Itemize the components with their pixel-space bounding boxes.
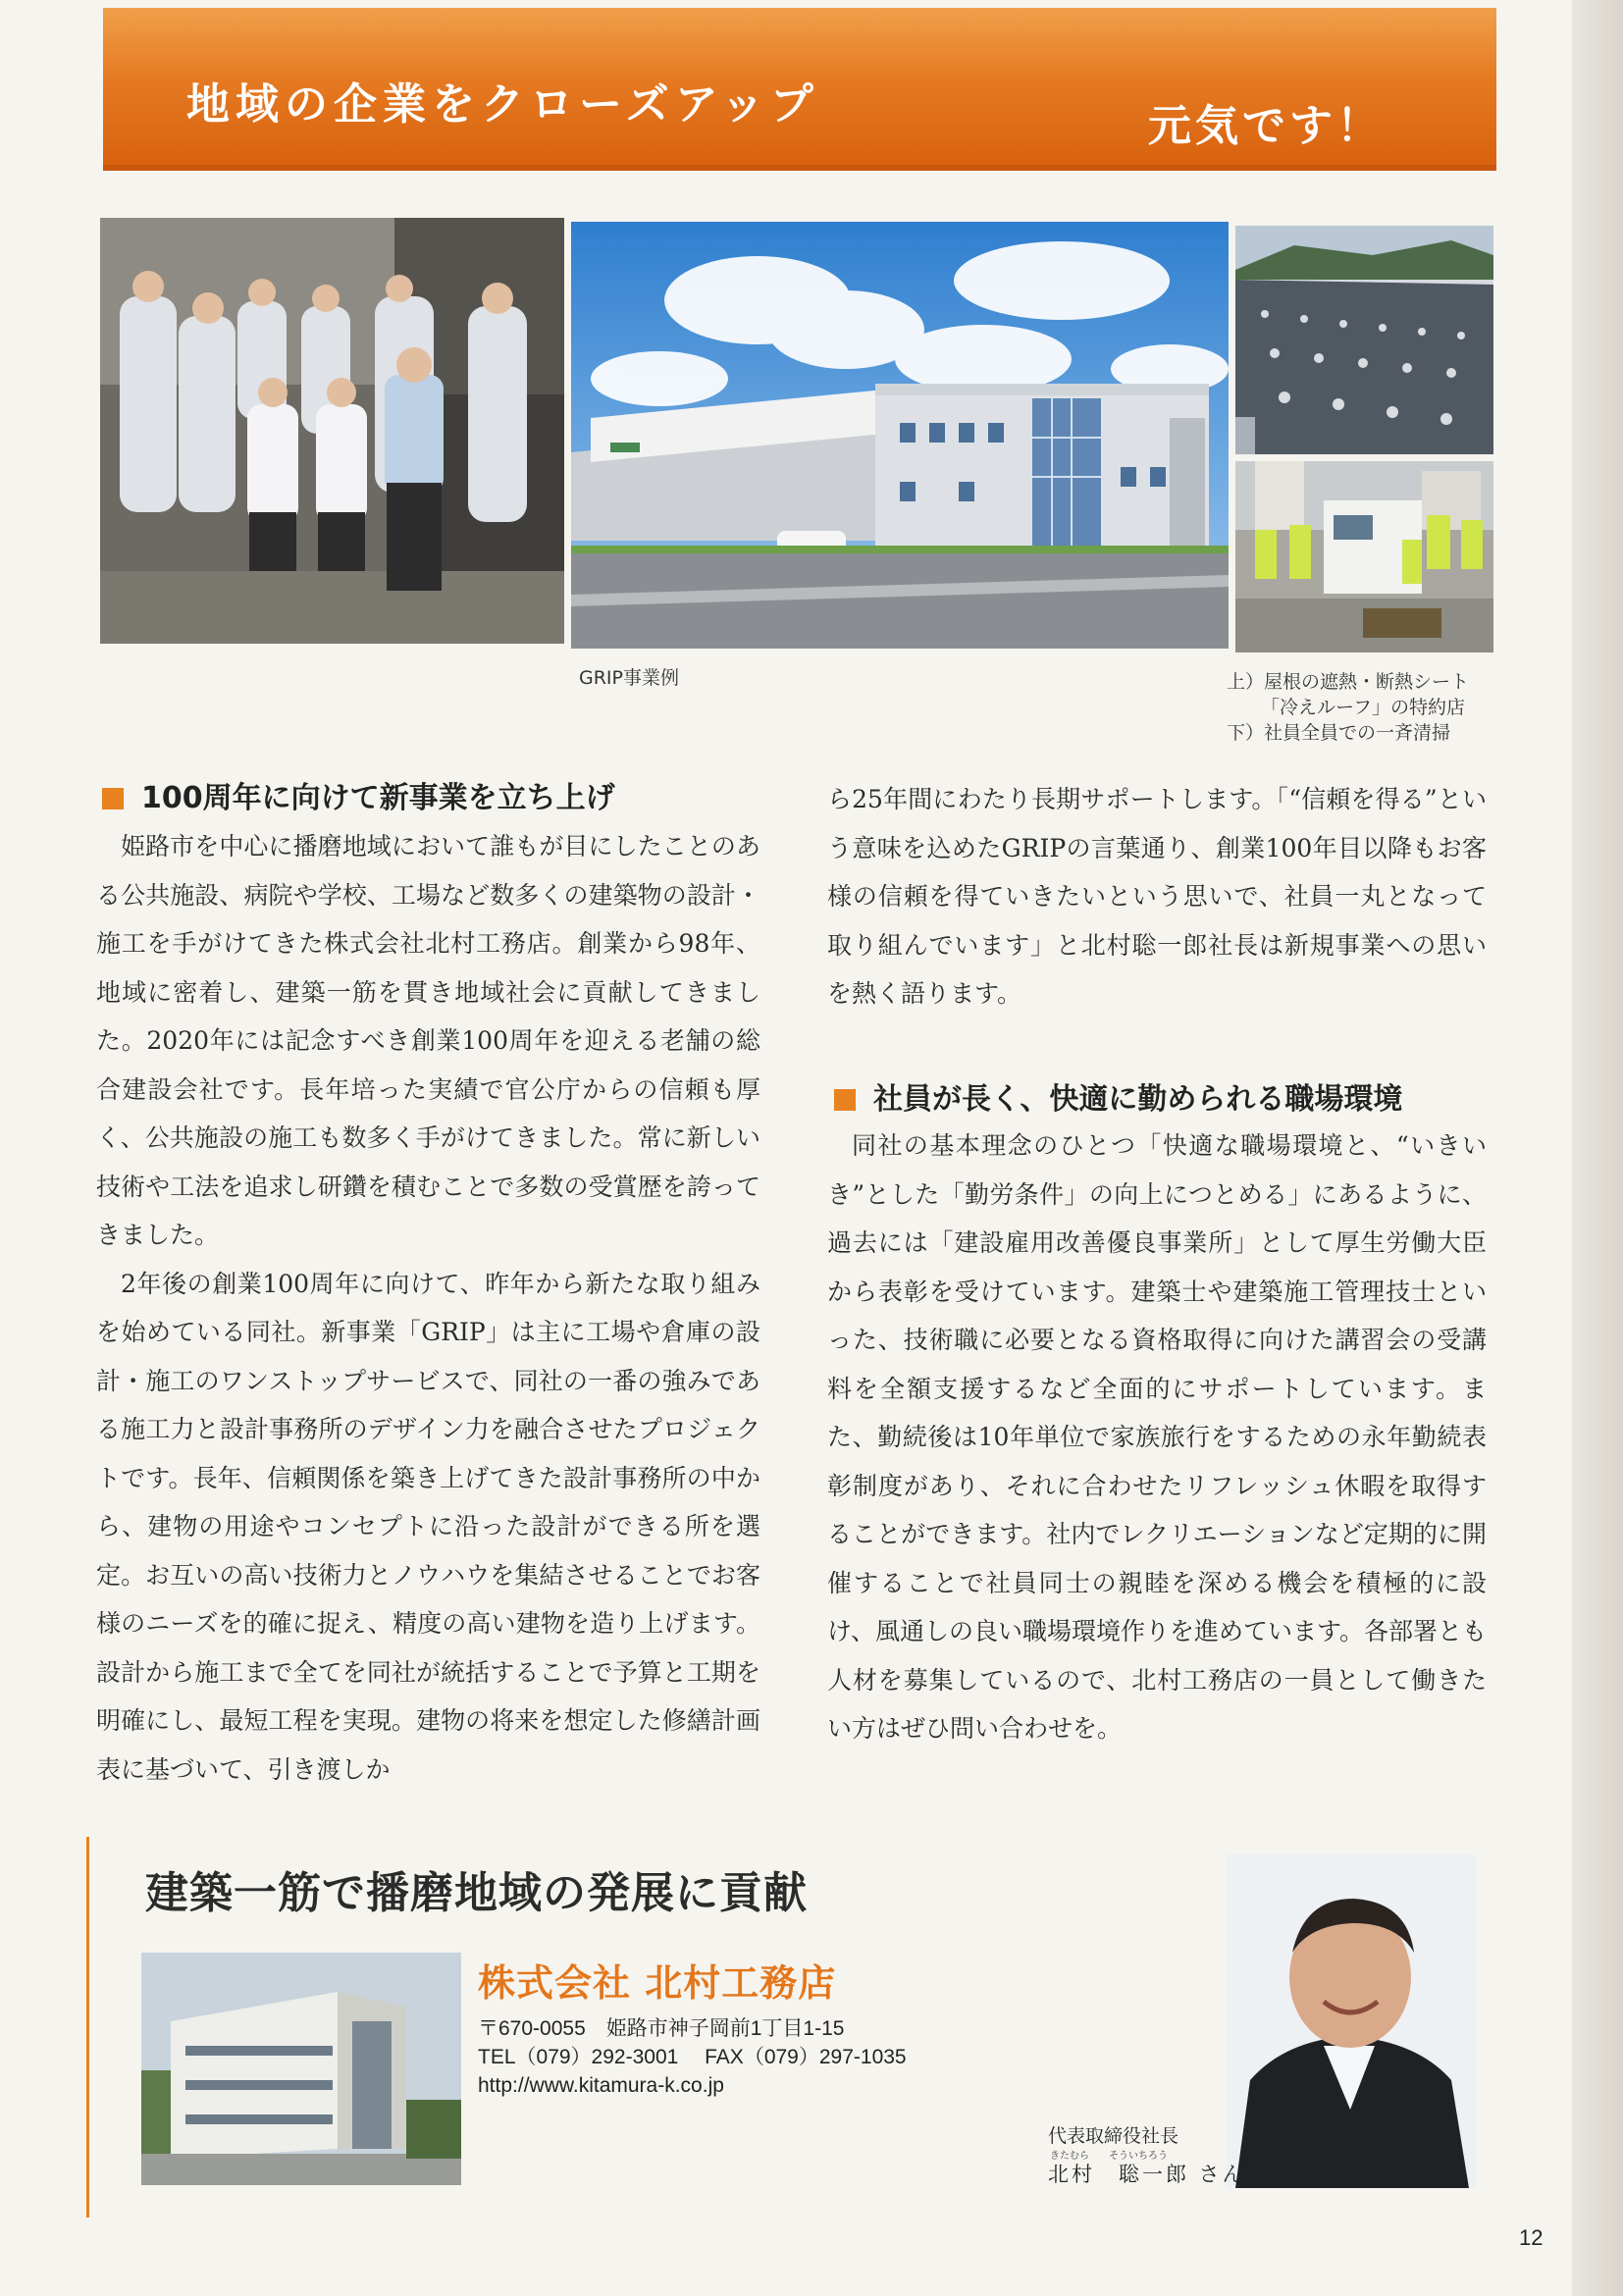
section1-paragraph-2: 2年後の創業100周年に向けて、昨年から新たな取り組みを始めている同社。新事業「GRIP」は主に工場や倉庫の設計・施工のワンストップサービスで、同社の一番の強みである施工力と設計事務所のデザイン力を融合させたプロジェクトです。長年、信頼関係を築き上げてきた設計事務所の中から、建物の用途やコンセプトに沿った設計ができる所を選定。お互いの高い技術力とノウハウを集結させることでお客様のニーズを的確に捉え、精度の高い建物を造り上げます。設計から施工まで全てを同社が統括することで予算と工期を明確にし、最短工程を実現。建物の将来を想定した修繕計画表に基づいて、引き渡しか [96, 1269, 760, 1784]
orange-square-icon [102, 788, 124, 809]
section2-heading-text: 社員が長く、快適に勤められる職場環境 [873, 1082, 1403, 1117]
company-name: 株式会社 北村工務店 [478, 1961, 837, 2005]
section2-body [827, 1122, 1487, 1769]
company-building-photo [141, 1953, 461, 2185]
ceo-name-ruby: きたむら そういちろう [1050, 2151, 1168, 2162]
ceo-photo [1226, 1854, 1476, 2188]
section2-heading [834, 1074, 1402, 1118]
header-stripe [103, 165, 1496, 171]
section1-body [96, 822, 760, 1823]
header-badge: 元気です！ [1148, 101, 1384, 151]
company-address: 〒670-0055 姫路市神子岡前1丁目1-15 [478, 2017, 845, 2040]
section2-paragraph-1: 同社の基本理念のひとつ「快適な職場環境と、“いきいき”とした「勤労条件」の向上につとめる」にあるように、過去には「建設雇用改善優良事業所」として厚生労働大臣から表彰を受けています。建築士や建築施工管理技士といった、技術職に必要となる資格取得に向けた講習会の受講料を全額支援するなど全面的にサポートしています。また、勤続後は10年単位で家族旅行をするための永年勤続表彰制度があり、それに合わせたリフレッシュ休暇を取得することができます。社内でレクリエーションなど定期的に開催することで社員同士の親睦を深める機会を積極的に設け、風通しの良い職場環境作りを進めています。各部署とも人材を募集しているので、北村工務店の一員として働きたい方はぜひ問い合わせを。 [827, 1131, 1488, 1743]
roof-sheet-photo [1235, 226, 1493, 454]
ceo-title: 代表取締役社長 [1048, 2125, 1179, 2147]
company-tel-fax: TEL（079）292-3001 FAX（079）297-1035 [478, 2046, 907, 2068]
company-contact [478, 2014, 907, 2100]
company-url[interactable]: http://www.kitamura-k.co.jp [478, 2074, 724, 2097]
section1-heading-text: 100周年に向けて新事業を立ち上げ [141, 781, 615, 815]
page-gutter [1572, 0, 1623, 2296]
header-title: 地域の企業をクローズアップ [186, 79, 819, 130]
right-caption-line1: 上）屋根の遮熱・断熱シート [1227, 671, 1470, 693]
company-tagline: 建築一筋で播磨地域の発展に貢献 [145, 1868, 808, 1918]
right-caption-line2: 「冷えルーフ」の特約店 [1261, 697, 1466, 718]
staff-photo [100, 218, 564, 644]
grip-render-photo [571, 222, 1229, 649]
right-caption-line3: 下）社員全員での一斉清掃 [1227, 722, 1451, 744]
lower-accent-rule [86, 1837, 89, 2218]
section1-paragraph-1: 姫路市を中心に播磨地域において誰もが目にしたことのある公共施設、病院や学校、工場など数多くの建築物の設計・施工を手がけてきた株式会社北村工務店。創業から98年、地域に密着し、建築一筋を貫き地域社会に貢献してきました。2020年には記念すべき創業100周年を迎える老舗の総合建設会社です。長年培った実績で官公庁からの信頼も厚く、公共施設の施工も数多く手がけてきました。常に新しい技術や工法を追求し研鑽を積むことで多数の受賞歴を誇ってきました。 [96, 832, 760, 1249]
section1-paragraph-3: ら25年間にわたり長期サポートします。「“信頼を得る”という意味を込めたGRIPの言葉通り、創業100年目以降もお客様の信頼を得ていきたいという思いで、社員一丸となって取り組んでいます」と北村聡一郎社長は新規事業への思いを熱く語ります。 [827, 785, 1487, 1008]
page-number: 12 [1519, 2225, 1544, 2250]
section1-continuation [827, 775, 1487, 1020]
grip-caption: GRIP事業例 [579, 667, 679, 689]
section1-heading [102, 773, 615, 816]
ceo-name: 北村 聡一郎 さん [1048, 2163, 1246, 2186]
cleanup-photo [1235, 461, 1493, 652]
orange-square-icon [834, 1089, 856, 1111]
